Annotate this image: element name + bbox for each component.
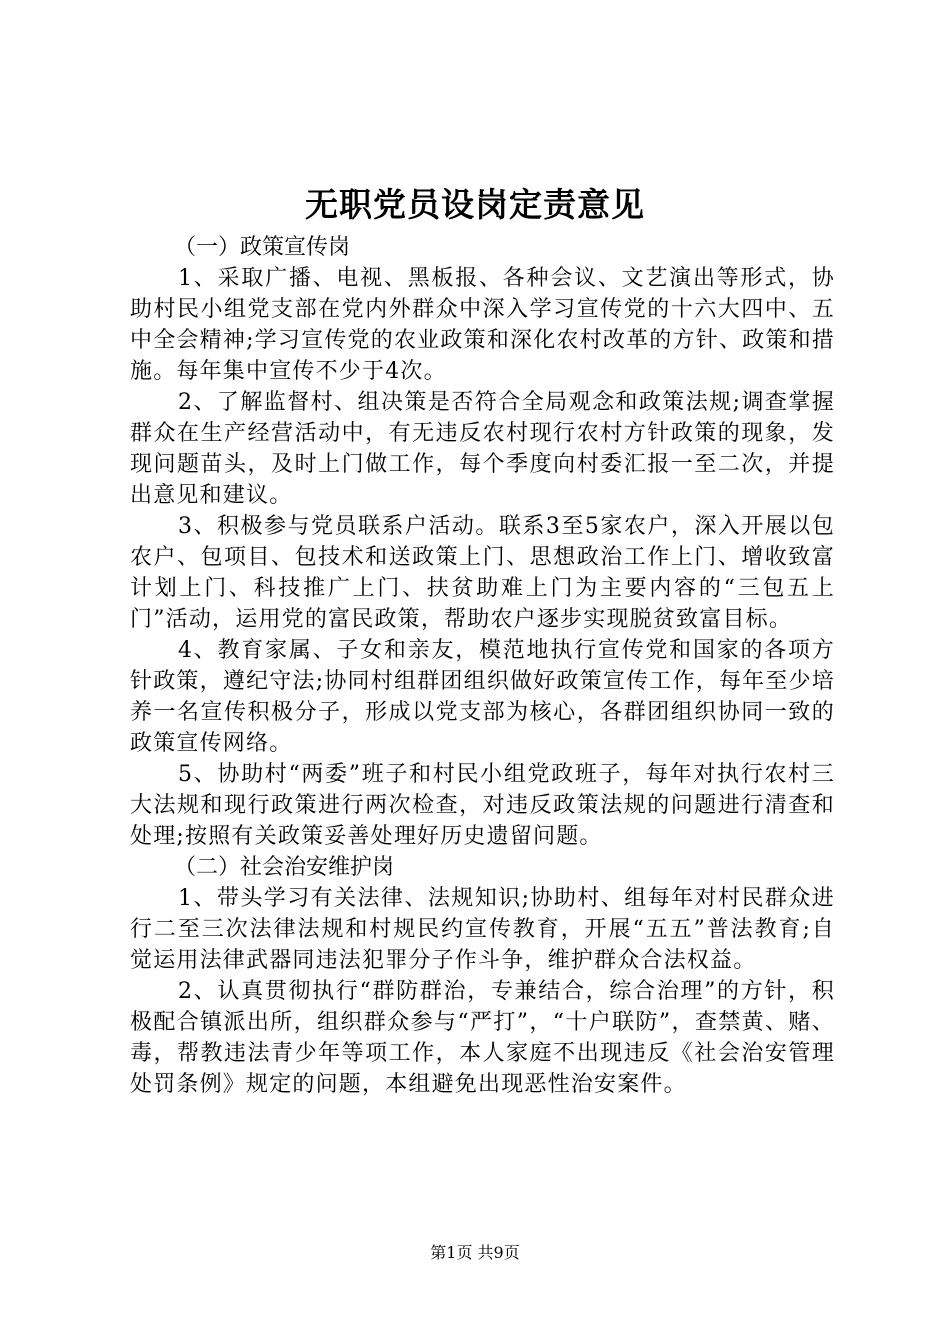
paragraph: 4、教育家属、子女和亲友，模范地执行宣传党和国家的各项方针政策，遵纪守法;协同村组群团组织做好政策宣传工作，每年至少培养一名宣传积极分子，形成以党支部为核心，各群团组织协同一致的政策宣传网络。: [130, 638, 835, 756]
paragraph: 3、积极参与党员联系户活动。联系3至5家农户，深入开展以包农户、包项目、包技术和送政策上门、思想政治工作上门、增收致富计划上门、科技推广上门、扶贫助难上门为主要内容的“三包五上门”活动，运用党的富民政策，帮助农户逐步实现脱贫致富目标。: [130, 514, 835, 632]
section-heading: （一）政策宣传岗: [174, 235, 351, 260]
document-body: [130, 232, 835, 1100]
paragraph: 5、协助村“两委”班子和村民小组党政班子，每年对执行农村三大法规和现行政策进行两次检查，对违反政策法规的问题进行清查和处理;按照有关政策妥善处理好历史遗留问题。: [130, 762, 835, 849]
document-title: 无职党员设岗定责意见: [305, 185, 645, 224]
section-policy-promotion: [130, 232, 835, 852]
section-heading: （二）社会治安维护岗: [174, 855, 395, 880]
paragraph: 1、带头学习有关法律、法规知识;协助村、组每年对村民群众进行二至三次法律法规和村规民约宣传教育，开展“五五”普法教育;自觉运用法律武器同违法犯罪分子作斗争，维护群众合法权益。: [130, 886, 835, 973]
paragraph: 2、了解监督村、组决策是否符合全局观念和政策法规;调查掌握群众在生产经营活动中，有无违反农村现行农村方针政策的现象，发现问题苗头，及时上门做工作，每个季度向村委汇报一至二次，并提出意见和建议。: [130, 390, 835, 508]
paragraph: 1、采取广播、电视、黑板报、各种会议、文艺演出等形式，协助村民小组党支部在党内外群众中深入学习宣传党的十六大四中、五中全会精神;学习宣传党的农业政策和深化农村改革的方针、政策和措施。每年集中宣传不少于4次。: [130, 266, 835, 384]
section-public-security: [130, 852, 835, 1100]
paragraph: 2、认真贯彻执行“群防群治，专兼结合，综合治理”的方针，积极配合镇派出所，组织群众参与“严打”，“十户联防”，查禁黄、赌、毒，帮教违法青少年等项工作，本人家庭不出现违反《社会治安管理处罚条例》规定的问题，本组避免出现恶性治安案件。: [130, 979, 835, 1097]
page-footer: 第1页 共9页: [430, 1243, 520, 1262]
